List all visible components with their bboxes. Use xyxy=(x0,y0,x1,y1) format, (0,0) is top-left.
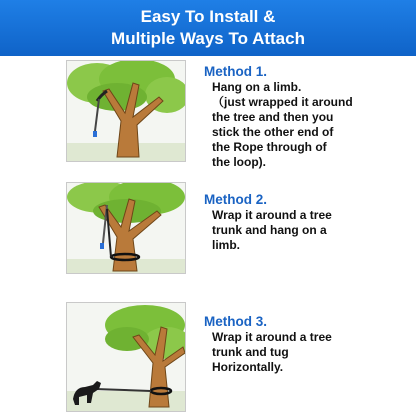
method-3-line-1: Wrap it around a tree xyxy=(212,330,332,344)
method-1-title: Method 1. xyxy=(204,64,267,79)
method-1-line-3: the tree and then you xyxy=(212,110,334,124)
method-1-line-2: （just wrapped it around xyxy=(212,95,353,109)
method-1-line-6: the loop). xyxy=(212,155,266,169)
method-2-illustration xyxy=(66,182,186,274)
method-2-title: Method 2. xyxy=(204,192,267,207)
method-1-line-1: Hang on a limb. xyxy=(212,80,302,94)
method-3-text xyxy=(204,314,409,375)
method-1-text xyxy=(204,64,409,170)
method-2-line-3: limb. xyxy=(212,238,241,252)
header-banner xyxy=(0,0,416,56)
method-1-line-4: stick the other end of xyxy=(212,125,334,139)
method-3-line-3: Horizontally. xyxy=(212,360,284,374)
banner-title-line-2: Multiple Ways To Attach xyxy=(111,29,305,48)
method-3-title: Method 3. xyxy=(204,314,267,329)
tree-with-limb-rope-image xyxy=(67,61,185,161)
tree-with-dog-rope-image xyxy=(67,303,185,411)
tree-with-trunk-rope-image xyxy=(67,183,185,273)
method-1-illustration xyxy=(66,60,186,162)
method-2-text xyxy=(204,192,409,253)
method-2-line-2: trunk and hang on a xyxy=(212,223,327,237)
method-3-illustration xyxy=(66,302,186,412)
banner-title-line-1: Easy To Install & xyxy=(140,7,276,26)
method-2-line-1: Wrap it around a tree xyxy=(212,208,332,222)
method-1-line-5: the Rope through of xyxy=(212,140,327,154)
method-3-line-2: trunk and tug xyxy=(212,345,289,359)
